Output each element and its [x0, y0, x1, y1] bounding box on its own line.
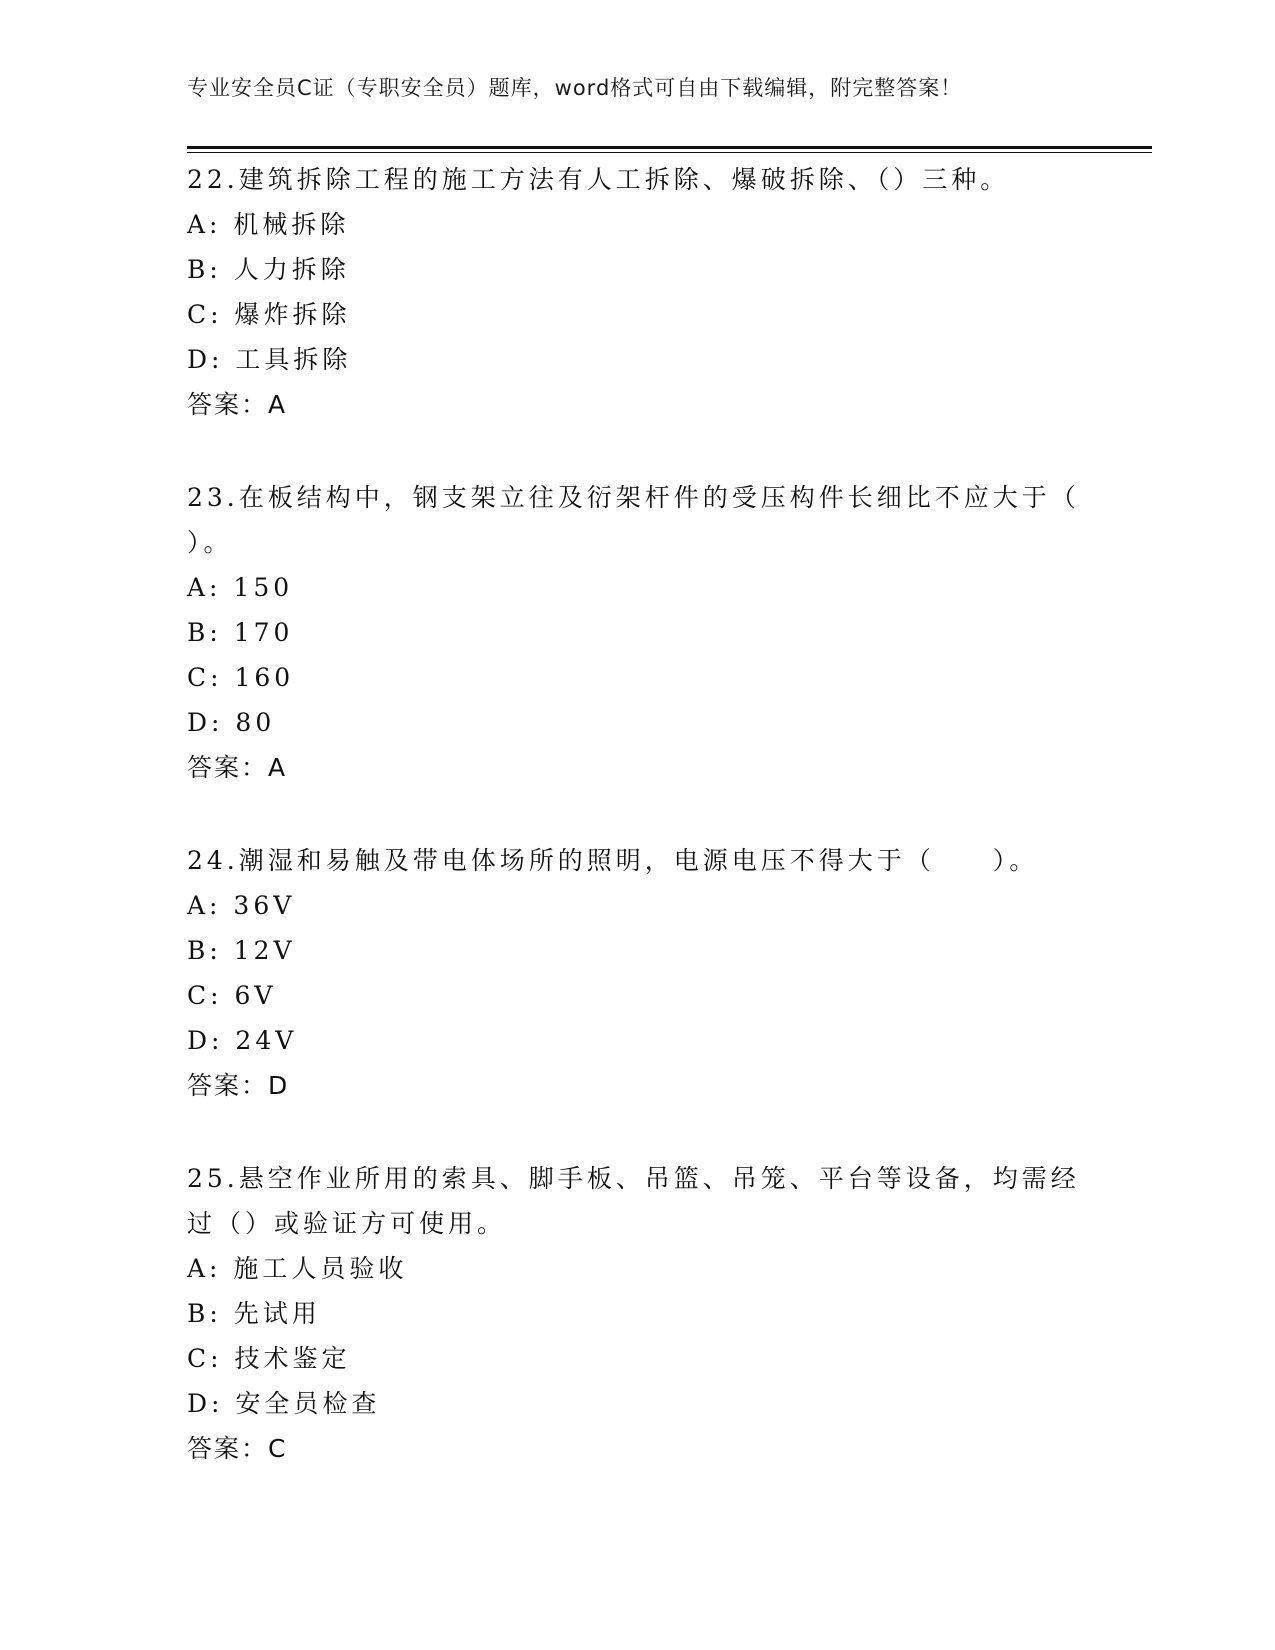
option-d: D: 工具拆除 — [187, 345, 352, 374]
option-a: A: 150 — [187, 573, 294, 602]
answer-line: 答案：A — [187, 753, 288, 782]
option-a: A: 机械拆除 — [187, 210, 350, 239]
header-rule-thin — [187, 152, 1152, 153]
question-block-22 — [187, 157, 1087, 427]
answer-line: 答案：A — [187, 390, 288, 419]
option-c: C: 6V — [187, 981, 277, 1010]
question-block-24 — [187, 838, 1087, 1108]
option-d: D: 24V — [187, 1026, 298, 1055]
question-stem: 23.在板结构中，钢支架立往及衍架杆件的受压构件长细比不应大于（ ）。 — [187, 483, 1080, 557]
question-block-25 — [187, 1156, 1087, 1471]
answer-line: 答案：D — [187, 1071, 290, 1100]
question-stem: 24.潮湿和易触及带电体场所的照明，电源电压不得大于（ ）。 — [187, 846, 1039, 875]
document-header: 专业安全员C证（专职安全员）题库，word格式可自由下载编辑，附完整答案！ — [187, 76, 963, 100]
option-c: C: 技术鉴定 — [187, 1344, 351, 1373]
option-c: C: 爆炸拆除 — [187, 300, 351, 329]
option-b: B: 人力拆除 — [187, 255, 350, 284]
question-stem: 25.悬空作业所用的索具、脚手板、吊篮、吊笼、平台等设备，均需经 过（）或验证方可使用。 — [187, 1164, 1080, 1238]
option-b: B: 12V — [187, 936, 296, 965]
header-rule-thick — [187, 146, 1152, 149]
question-block-23 — [187, 475, 1087, 790]
option-a: A: 36V — [187, 891, 296, 920]
option-c: C: 160 — [187, 663, 295, 692]
question-stem: 22.建筑拆除工程的施工方法有人工拆除、爆破拆除、（）三种。 — [187, 165, 1010, 194]
option-d: D: 80 — [187, 708, 276, 737]
option-d: D: 安全员检查 — [187, 1389, 381, 1418]
option-b: B: 先试用 — [187, 1299, 321, 1328]
option-a: A: 施工人员验收 — [187, 1254, 408, 1283]
option-b: B: 170 — [187, 618, 294, 647]
answer-line: 答案：C — [187, 1434, 288, 1463]
